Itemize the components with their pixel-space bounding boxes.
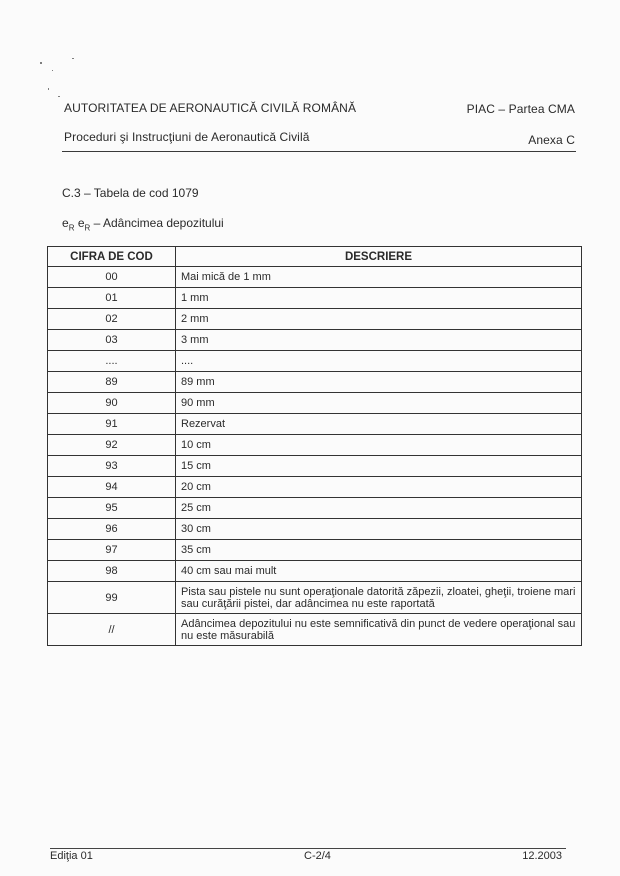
table-row bbox=[48, 456, 582, 477]
row-description: 3 mm bbox=[176, 330, 582, 351]
header-code: CIFRA DE COD bbox=[48, 247, 176, 267]
row-description: .... bbox=[176, 351, 582, 372]
subtitle-text: – Adâncimea depozitului bbox=[90, 216, 224, 230]
table-row bbox=[48, 330, 582, 351]
scan-speck bbox=[52, 70, 53, 71]
scan-speck bbox=[48, 88, 49, 90]
row-code: 95 bbox=[48, 498, 176, 519]
table-row bbox=[48, 435, 582, 456]
row-description: 30 cm bbox=[176, 519, 582, 540]
row-code: 93 bbox=[48, 456, 176, 477]
row-description: 10 cm bbox=[176, 435, 582, 456]
table-row bbox=[48, 267, 582, 288]
row-code: 94 bbox=[48, 477, 176, 498]
row-code: 89 bbox=[48, 372, 176, 393]
table-row bbox=[48, 393, 582, 414]
footer-edition: Ediţia 01 bbox=[50, 850, 93, 862]
row-description: 20 cm bbox=[176, 477, 582, 498]
header-subtitle: Proceduri şi Instrucţiuni de Aeronautică Civilă bbox=[64, 130, 310, 144]
row-code: 91 bbox=[48, 414, 176, 435]
scan-speck bbox=[58, 96, 60, 97]
table-row bbox=[48, 519, 582, 540]
table-row bbox=[48, 614, 582, 646]
table-row bbox=[48, 372, 582, 393]
row-code: 03 bbox=[48, 330, 176, 351]
subtitle-symbol-2: e bbox=[77, 216, 85, 230]
table-row bbox=[48, 582, 582, 614]
scan-speck bbox=[40, 62, 42, 64]
row-code: 99 bbox=[48, 582, 176, 614]
table-row bbox=[48, 414, 582, 435]
row-code: 96 bbox=[48, 519, 176, 540]
row-description: Adâncimea depozitului nu este semnificativă din punct de vedere operaţional sau nu este măsurabilă bbox=[176, 614, 582, 646]
row-description: 25 cm bbox=[176, 498, 582, 519]
row-code: 90 bbox=[48, 393, 176, 414]
table-row bbox=[48, 309, 582, 330]
section-subtitle bbox=[62, 216, 224, 232]
row-description: 15 cm bbox=[176, 456, 582, 477]
row-description: 2 mm bbox=[176, 309, 582, 330]
row-code: 01 bbox=[48, 288, 176, 309]
row-description: Pista sau pistele nu sunt operaţionale datorită zăpezii, zloatei, gheţii, troiene mari sau curăţării pistei, dar adâncimea nu este raportată bbox=[176, 582, 582, 614]
row-code: 98 bbox=[48, 561, 176, 582]
subtitle-symbol-1: e bbox=[62, 216, 69, 230]
row-code: // bbox=[48, 614, 176, 646]
table-row bbox=[48, 561, 582, 582]
row-description: 90 mm bbox=[176, 393, 582, 414]
table-row bbox=[48, 540, 582, 561]
table-row bbox=[48, 351, 582, 372]
header-description: DESCRIERE bbox=[176, 247, 582, 267]
section-title: C.3 – Tabela de cod 1079 bbox=[62, 186, 199, 200]
row-code: 00 bbox=[48, 267, 176, 288]
code-table bbox=[47, 246, 582, 646]
table-row bbox=[48, 477, 582, 498]
subtitle-symbol-1-index: R bbox=[68, 223, 75, 233]
row-description: 1 mm bbox=[176, 288, 582, 309]
header-authority: AUTORITATEA DE AERONAUTICĂ CIVILĂ ROMÂNĂ bbox=[64, 101, 357, 115]
row-code: .... bbox=[48, 351, 176, 372]
row-description: Mai mică de 1 mm bbox=[176, 267, 582, 288]
footer-rule bbox=[50, 848, 566, 849]
scan-speck bbox=[72, 58, 74, 59]
subtitle-symbol-2-index: R bbox=[84, 223, 91, 233]
header-annex: Anexa C bbox=[528, 133, 575, 147]
table-row bbox=[48, 288, 582, 309]
footer-page: C-2/4 bbox=[304, 850, 331, 862]
table-header-row bbox=[48, 247, 582, 267]
table-row bbox=[48, 498, 582, 519]
header-doc-ref: PIAC – Partea CMA bbox=[466, 102, 575, 116]
row-code: 92 bbox=[48, 435, 176, 456]
row-description: 89 mm bbox=[176, 372, 582, 393]
row-code: 02 bbox=[48, 309, 176, 330]
row-description: Rezervat bbox=[176, 414, 582, 435]
row-code: 97 bbox=[48, 540, 176, 561]
header-rule bbox=[62, 151, 576, 152]
row-description: 35 cm bbox=[176, 540, 582, 561]
footer-date: 12.2003 bbox=[522, 850, 562, 862]
row-description: 40 cm sau mai mult bbox=[176, 561, 582, 582]
